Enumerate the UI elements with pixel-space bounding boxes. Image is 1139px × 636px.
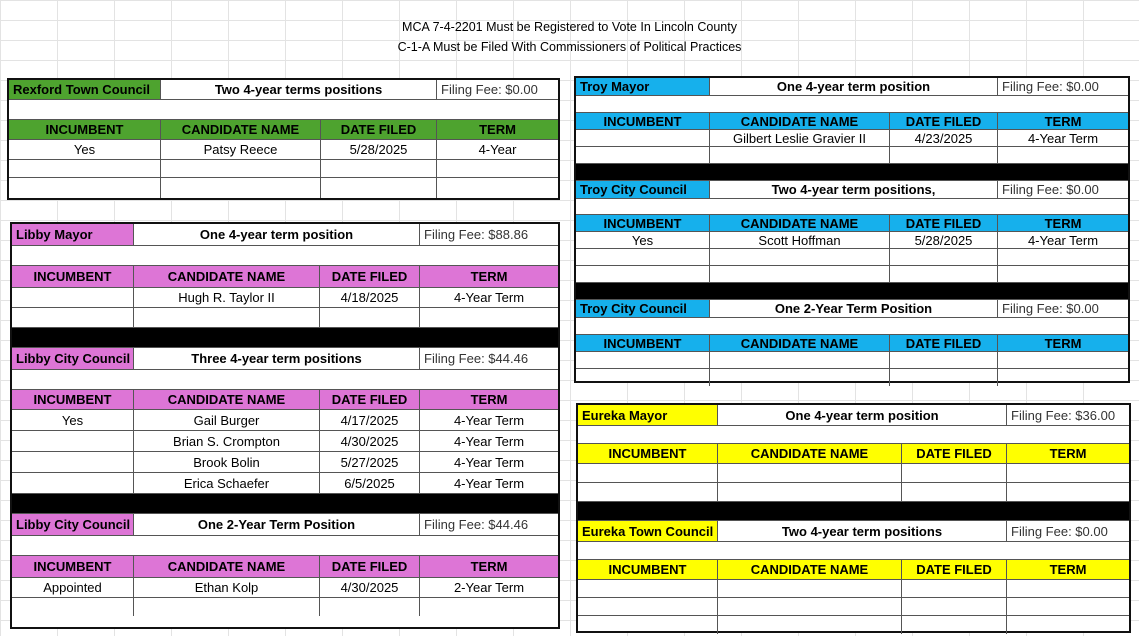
date-cell[interactable] [321, 178, 437, 198]
office-name[interactable]: Libby Mayor [12, 224, 134, 245]
candidate-cell[interactable] [710, 369, 890, 386]
date-cell[interactable] [321, 160, 437, 177]
filing-fee[interactable]: Filing Fee: $0.00 [1002, 182, 1099, 197]
empty-cell[interactable] [578, 542, 1129, 559]
office-name[interactable]: Libby City Council [12, 514, 134, 535]
col-date-filed[interactable]: DATE FILED [321, 120, 437, 139]
filing-fee[interactable]: Filing Fee: $44.46 [424, 351, 529, 366]
table-row [576, 147, 1128, 164]
separator-bar [12, 494, 558, 514]
col-candidate-name[interactable]: CANDIDATE NAME [161, 120, 321, 139]
office-name[interactable]: Troy Mayor [576, 78, 710, 95]
incumbent-cell[interactable] [12, 431, 134, 451]
table-row [576, 266, 1128, 283]
incumbent-cell[interactable] [12, 598, 134, 616]
incumbent-cell[interactable] [578, 464, 718, 482]
incumbent-cell[interactable] [9, 178, 161, 198]
date-cell[interactable]: 5/28/2025 [321, 140, 437, 159]
incumbent-cell[interactable] [576, 266, 710, 282]
table-row [9, 160, 558, 178]
office-name[interactable]: Troy City Council [576, 181, 710, 198]
candidate-cell[interactable]: Hugh R. Taylor II [134, 288, 320, 307]
col-incumbent[interactable]: INCUMBENT [12, 556, 134, 577]
date-cell[interactable] [902, 464, 1007, 482]
incumbent-cell[interactable] [12, 308, 134, 327]
incumbent-cell[interactable]: Appointed [12, 578, 134, 597]
spacer-row [578, 426, 1129, 444]
table-row [12, 288, 558, 308]
incumbent-cell[interactable]: Yes [12, 410, 134, 430]
candidate-cell[interactable]: Ethan Kolp [134, 578, 320, 597]
col-term[interactable]: TERM [470, 559, 508, 574]
spacer-row [9, 100, 558, 120]
table-row [12, 598, 558, 616]
term-cell[interactable]: 4-Year Term [453, 290, 525, 305]
col-term[interactable]: TERM [470, 269, 508, 284]
libby-tables [10, 222, 560, 629]
empty-cell[interactable] [12, 246, 558, 265]
table-row [578, 616, 1129, 634]
title-row [9, 80, 558, 100]
incumbent-cell[interactable]: Yes [9, 140, 161, 159]
empty-cell[interactable] [576, 199, 1128, 214]
title-row [578, 521, 1129, 542]
term-cell[interactable] [1007, 464, 1129, 482]
candidate-cell[interactable] [718, 598, 902, 615]
date-cell[interactable] [890, 249, 998, 265]
positions-label[interactable]: Two 4-year term positions [718, 521, 1007, 541]
date-cell[interactable]: 5/28/2025 [890, 232, 998, 248]
col-incumbent[interactable]: INCUMBENT [576, 335, 710, 351]
candidate-cell[interactable]: Gilbert Leslie Gravier II [710, 130, 890, 146]
term-cell[interactable] [420, 308, 558, 327]
term-cell[interactable] [998, 249, 1128, 265]
incumbent-cell[interactable] [576, 249, 710, 265]
incumbent-cell[interactable] [578, 616, 718, 634]
term-cell[interactable] [998, 352, 1128, 368]
date-cell[interactable]: 4/30/2025 [320, 431, 420, 451]
term-cell[interactable] [1007, 580, 1129, 597]
table-row [9, 140, 558, 160]
candidate-cell[interactable]: Erica Schaefer [134, 473, 320, 493]
column-header-row [576, 113, 1128, 130]
date-cell[interactable]: 5/27/2025 [320, 452, 420, 472]
date-cell[interactable]: 4/23/2025 [890, 130, 998, 146]
sheet-header-line1: MCA 7-4-2201 Must be Registered to Vote In Lincoln County [402, 20, 737, 34]
table-row [578, 598, 1129, 616]
column-header-row [576, 335, 1128, 352]
table-row [576, 232, 1128, 249]
separator-bar [576, 164, 1128, 181]
candidate-cell[interactable] [710, 249, 890, 265]
col-candidate-name[interactable]: CANDIDATE NAME [718, 560, 902, 579]
office-name[interactable]: Libby City Council [12, 348, 134, 369]
candidate-cell[interactable] [134, 598, 320, 616]
candidate-cell[interactable] [718, 464, 902, 482]
col-date-filed[interactable]: DATE FILED [890, 113, 998, 129]
incumbent-cell[interactable] [12, 452, 134, 472]
spacer-row [576, 96, 1128, 113]
col-date-filed[interactable]: DATE FILED [902, 560, 1007, 579]
col-term[interactable]: TERM [1049, 562, 1087, 577]
title-row [576, 300, 1128, 318]
date-cell[interactable] [890, 352, 998, 368]
term-cell[interactable] [1007, 598, 1129, 615]
incumbent-cell[interactable] [12, 288, 134, 307]
column-header-row [12, 556, 558, 578]
incumbent-cell[interactable] [578, 580, 718, 597]
column-header-row [576, 215, 1128, 232]
positions-label[interactable]: One 4-year term position [718, 405, 1007, 425]
candidate-cell[interactable]: Scott Hoffman [710, 232, 890, 248]
candidate-cell[interactable]: Brook Bolin [134, 452, 320, 472]
column-header-row [578, 560, 1129, 580]
col-incumbent[interactable]: INCUMBENT [578, 444, 718, 463]
table-row [12, 431, 558, 452]
col-incumbent[interactable]: INCUMBENT [576, 113, 710, 129]
spacer-row [578, 542, 1129, 560]
candidate-cell[interactable]: Brian S. Crompton [134, 431, 320, 451]
date-cell[interactable] [902, 616, 1007, 634]
term-cell[interactable] [1007, 616, 1129, 634]
spacer-row [576, 199, 1128, 215]
table-row [578, 483, 1129, 502]
filing-fee[interactable]: Filing Fee: $88.86 [424, 227, 529, 242]
title-row [12, 224, 558, 246]
positions-label[interactable]: Two 4-year terms positions [161, 80, 437, 99]
rexford-town-council-table [7, 78, 560, 200]
col-term[interactable]: TERM [479, 122, 516, 137]
incumbent-cell[interactable] [576, 147, 710, 163]
col-date-filed[interactable]: DATE FILED [902, 444, 1007, 463]
title-row [12, 348, 558, 370]
separator-bar [12, 328, 558, 348]
incumbent-cell[interactable]: Yes [576, 232, 710, 248]
term-cell[interactable]: 4-Year [478, 142, 517, 157]
filing-fee[interactable]: Filing Fee: $36.00 [1011, 407, 1116, 423]
candidate-cell[interactable] [710, 266, 890, 282]
col-date-filed[interactable]: DATE FILED [320, 390, 420, 409]
spacer-row [12, 370, 558, 390]
date-cell[interactable] [320, 308, 420, 327]
date-cell[interactable] [902, 483, 1007, 501]
term-cell[interactable]: 2-Year Term [453, 580, 525, 595]
positions-label[interactable]: One 2-Year Term Position [710, 300, 998, 317]
empty-cell[interactable] [12, 370, 558, 389]
candidate-cell[interactable] [161, 160, 321, 177]
empty-cell[interactable] [578, 426, 1129, 443]
term-cell[interactable]: 4-Year Term [453, 433, 525, 449]
candidate-cell[interactable] [718, 616, 902, 634]
col-candidate-name[interactable]: CANDIDATE NAME [710, 113, 890, 129]
eureka-tables [576, 403, 1131, 633]
separator-bar [576, 283, 1128, 300]
date-cell[interactable] [890, 369, 998, 386]
term-cell[interactable] [437, 178, 558, 198]
troy-tables [574, 76, 1130, 383]
term-cell[interactable] [998, 147, 1128, 163]
empty-cell[interactable] [576, 96, 1128, 112]
term-cell[interactable] [998, 369, 1128, 386]
term-cell[interactable] [437, 160, 558, 177]
positions-label[interactable]: Three 4-year term positions [134, 348, 420, 369]
col-term[interactable]: TERM [470, 392, 508, 407]
incumbent-cell[interactable] [578, 483, 718, 501]
empty-cell[interactable] [9, 100, 558, 119]
title-row [578, 405, 1129, 426]
office-name[interactable]: Troy City Council [576, 300, 710, 317]
incumbent-cell[interactable] [12, 473, 134, 493]
term-cell[interactable] [1007, 483, 1129, 501]
term-cell[interactable]: 4-Year Term [1027, 232, 1099, 248]
table-row [576, 352, 1128, 369]
incumbent-cell[interactable] [576, 369, 710, 386]
table-row [12, 452, 558, 473]
title-row [12, 514, 558, 536]
office-name[interactable]: Eureka Town Council [578, 521, 718, 541]
date-cell[interactable]: 6/5/2025 [320, 473, 420, 493]
col-candidate-name[interactable]: CANDIDATE NAME [134, 556, 320, 577]
column-header-row [578, 444, 1129, 464]
col-term[interactable]: TERM [1044, 335, 1082, 351]
positions-label[interactable]: One 4-year term position [710, 78, 998, 95]
term-cell[interactable]: 4-Year Term [1027, 130, 1099, 146]
col-term[interactable]: TERM [1049, 446, 1087, 461]
date-cell[interactable] [890, 266, 998, 282]
col-incumbent[interactable]: INCUMBENT [9, 120, 161, 139]
candidate-cell[interactable]: Gail Burger [134, 410, 320, 430]
spacer-row [12, 536, 558, 556]
date-cell[interactable]: 4/18/2025 [320, 288, 420, 307]
col-candidate-name[interactable]: CANDIDATE NAME [134, 266, 320, 287]
table-row [578, 464, 1129, 483]
term-cell[interactable] [998, 266, 1128, 282]
date-cell[interactable] [902, 598, 1007, 615]
term-cell[interactable]: 4-Year Term [453, 454, 525, 470]
table-row [12, 473, 558, 494]
col-date-filed[interactable]: DATE FILED [890, 335, 998, 351]
filing-fee[interactable]: Filing Fee: $0.00 [441, 82, 538, 97]
column-header-row [9, 120, 558, 140]
spacer-row [12, 246, 558, 266]
col-date-filed[interactable]: DATE FILED [320, 556, 420, 577]
col-term[interactable]: TERM [1044, 215, 1082, 231]
column-header-row [12, 390, 558, 410]
positions-label[interactable]: One 2-Year Term Position [134, 514, 420, 535]
table-row [578, 580, 1129, 598]
col-candidate-name[interactable]: CANDIDATE NAME [710, 215, 890, 231]
table-row [12, 308, 558, 328]
col-term[interactable]: TERM [1044, 113, 1082, 129]
candidate-cell[interactable]: Patsy Reece [161, 140, 321, 159]
office-name[interactable]: Rexford Town Council [9, 80, 161, 99]
table-row [576, 369, 1128, 386]
incumbent-cell[interactable] [576, 352, 710, 368]
table-row [12, 578, 558, 598]
term-cell[interactable]: 4-Year Term [453, 475, 525, 491]
table-row [9, 178, 558, 198]
candidate-cell[interactable] [710, 352, 890, 368]
table-row [576, 249, 1128, 266]
candidate-cell[interactable] [718, 483, 902, 501]
incumbent-cell[interactable] [578, 598, 718, 615]
col-date-filed[interactable]: DATE FILED [890, 215, 998, 231]
term-cell[interactable]: 4-Year Term [453, 412, 525, 428]
col-candidate-name[interactable]: CANDIDATE NAME [134, 390, 320, 409]
title-row [576, 78, 1128, 96]
spacer-row [576, 318, 1128, 335]
col-candidate-name[interactable]: CANDIDATE NAME [718, 444, 902, 463]
empty-cell[interactable] [12, 536, 558, 555]
table-row [12, 410, 558, 431]
term-cell[interactable] [420, 598, 558, 616]
column-header-row [12, 266, 558, 288]
date-cell[interactable] [902, 580, 1007, 597]
date-cell[interactable] [320, 598, 420, 616]
col-incumbent[interactable]: INCUMBENT [12, 266, 134, 287]
empty-cell[interactable] [576, 318, 1128, 334]
table-row [576, 130, 1128, 147]
incumbent-cell[interactable] [576, 130, 710, 146]
office-name[interactable]: Eureka Mayor [578, 405, 718, 425]
candidate-cell[interactable] [134, 308, 320, 327]
col-candidate-name[interactable]: CANDIDATE NAME [710, 335, 890, 351]
positions-label[interactable]: One 4-year term position [134, 224, 420, 245]
date-cell[interactable] [890, 147, 998, 163]
incumbent-cell[interactable] [9, 160, 161, 177]
candidate-cell[interactable] [718, 580, 902, 597]
sheet-header-line2: C-1-A Must be Filed With Commissioners of Political Practices [397, 40, 742, 54]
filing-fee[interactable]: Filing Fee: $0.00 [1002, 79, 1099, 94]
candidate-cell[interactable] [710, 147, 890, 163]
col-incumbent[interactable]: INCUMBENT [576, 215, 710, 231]
date-cell[interactable]: 4/30/2025 [320, 578, 420, 597]
separator-bar [578, 502, 1129, 521]
filing-fee[interactable]: Filing Fee: $0.00 [1011, 523, 1108, 539]
date-cell[interactable]: 4/17/2025 [320, 410, 420, 430]
title-row [576, 181, 1128, 199]
filing-fee[interactable]: Filing Fee: $44.46 [424, 517, 529, 532]
positions-label[interactable]: Two 4-year term positions, [710, 181, 998, 198]
col-incumbent[interactable]: INCUMBENT [578, 560, 718, 579]
col-incumbent[interactable]: INCUMBENT [12, 390, 134, 409]
filing-fee[interactable]: Filing Fee: $0.00 [1002, 301, 1099, 316]
col-date-filed[interactable]: DATE FILED [320, 266, 420, 287]
candidate-cell[interactable] [161, 178, 321, 198]
